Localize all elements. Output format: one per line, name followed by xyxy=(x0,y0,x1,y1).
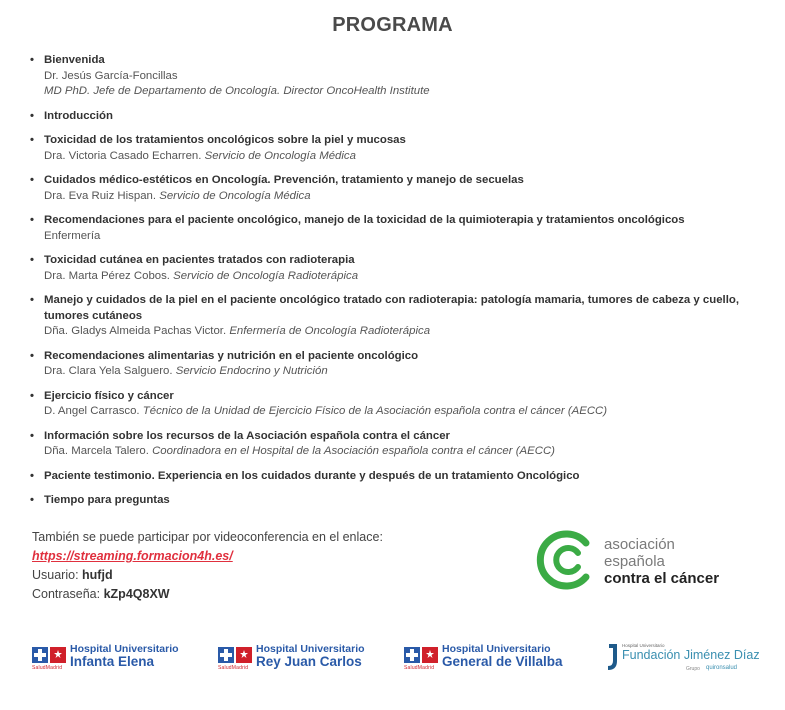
speaker-name: Dra. Victoria Casado Echarren. xyxy=(44,149,202,162)
item-heading: • Información sobre los recursos de la Asociación española contra el cáncer xyxy=(44,429,450,442)
speaker-name: Dra. Marta Pérez Cobos. xyxy=(44,269,170,282)
program-item xyxy=(30,389,750,420)
speaker-name: Dña. Gladys Almeida Pachas Victor. xyxy=(44,325,227,337)
speaker-role: Servicio de Oncología Médica xyxy=(159,189,311,202)
aecc-logo xyxy=(534,529,754,591)
fjd-small: Hospital Universitario xyxy=(622,643,665,648)
program-item xyxy=(30,253,750,284)
fjd-logo xyxy=(606,642,760,676)
program-item xyxy=(30,53,750,100)
item-heading: • Ejercicio físico y cáncer xyxy=(44,389,174,402)
item-heading: • Toxicidad de los tratamientos oncológicos sobre la piel y mucosas xyxy=(44,134,406,146)
hospital-logo-general-villalba xyxy=(404,643,589,673)
hospital-line2: General de Villalba xyxy=(442,654,563,669)
item-heading: • Manejo y cuidados de la piel en el paciente oncológico tratado con radioterapia: patología mamaria, tumores de cabeza y cuello, tumores cutáneos xyxy=(44,294,740,322)
speaker-name: Enfermería xyxy=(44,229,101,242)
speaker-name: Dra. Clara Yela Salguero. xyxy=(44,365,173,377)
program-item xyxy=(30,133,750,164)
speaker-name: Dña. Marcela Talero. xyxy=(44,445,149,457)
aecc-line2: española xyxy=(604,553,665,570)
item-heading: • Bienvenida xyxy=(44,54,105,66)
item-heading: • Recomendaciones alimentarias y nutrición en el paciente oncológico xyxy=(44,349,419,362)
program-item xyxy=(30,469,750,485)
program-item xyxy=(30,109,750,125)
program-item xyxy=(30,293,750,340)
fjd-name: Fundación Jiménez Díaz xyxy=(622,648,760,662)
hospital-line1: Hospital Universitario xyxy=(442,643,551,655)
hospital-logo-infanta-elena xyxy=(32,643,182,673)
password-value: kZp4Q8XW xyxy=(103,587,170,601)
streaming-link[interactable]: https://streaming.formacion4h.es/ xyxy=(32,549,233,563)
hospital-caption: SaludMadrid xyxy=(404,665,435,671)
hospital-caption: SaludMadrid xyxy=(218,665,249,671)
aecc-symbol-icon xyxy=(534,529,598,591)
item-heading: • Cuidados médico-estéticos en Oncología. Prevención, tratamiento y manejo de secuelas xyxy=(44,174,524,186)
hospital-logo-rey-juan-carlos xyxy=(218,643,388,673)
speaker-name: Dr. Jesús García-Foncillas xyxy=(44,69,178,82)
aecc-line1: asociación xyxy=(604,536,675,553)
hospital-caption: SaludMadrid xyxy=(32,665,63,671)
videoconference-intro: También se puede participar por videoconferencia en el enlace: xyxy=(32,530,383,544)
speaker-role: Coordinadora en el Hospital de la Asociación española contra el cáncer (AECC) xyxy=(152,445,555,457)
hospital-line1: Hospital Universitario xyxy=(70,643,179,655)
speaker-role: Técnico de la Unidad de Ejercicio Físico de la Asociación española contra el cáncer (AECC) xyxy=(142,405,608,417)
item-heading: • Paciente testimonio. Experiencia en los cuidados durante y después de un tratamiento Oncológico xyxy=(44,469,580,482)
program-list xyxy=(30,53,750,518)
program-item xyxy=(30,173,750,204)
fjd-group-label: Grupo xyxy=(686,666,700,672)
speaker-role: Enfermería de Oncología Radioterápica xyxy=(229,325,431,337)
program-item xyxy=(30,213,750,244)
program-item xyxy=(30,493,750,509)
speaker-role: Servicio Endocrino y Nutrición xyxy=(175,365,328,377)
videoconference-info xyxy=(32,528,383,604)
item-heading: • Recomendaciones para el paciente oncológico, manejo de la toxicidad de la quimioterapia y tratamientos oncológicos xyxy=(44,214,685,226)
item-heading: • Toxicidad cutánea en pacientes tratados con radioterapia xyxy=(44,254,355,266)
speaker-name: Dra. Eva Ruiz Hispan. xyxy=(44,189,157,202)
speaker-role: MD PhD. Jefe de Departamento de Oncología. Director OncoHealth Institute xyxy=(44,85,430,97)
speaker-role: Servicio de Oncología Radioterápica xyxy=(173,269,359,282)
item-heading: • Tiempo para preguntas xyxy=(44,494,170,506)
item-heading: • Introducción xyxy=(44,109,113,122)
aecc-line3: contra el cáncer xyxy=(604,570,720,587)
program-item xyxy=(30,349,750,380)
hospital-line1: Hospital Universitario xyxy=(256,643,365,655)
user-value: hufjd xyxy=(82,568,113,582)
fjd-group-name: quironsalud xyxy=(706,665,738,671)
hospital-line2: Rey Juan Carlos xyxy=(256,654,362,669)
password-label: Contraseña: xyxy=(32,587,101,601)
hospital-line2: Infanta Elena xyxy=(70,654,155,669)
fjd-symbol-icon xyxy=(606,644,620,670)
program-item xyxy=(30,429,750,460)
user-label: Usuario: xyxy=(32,568,79,582)
speaker-role: Servicio de Oncología Médica xyxy=(204,149,356,162)
page-title: PROGRAMA xyxy=(332,14,453,36)
speaker-name: D. Angel Carrasco. xyxy=(44,405,140,417)
